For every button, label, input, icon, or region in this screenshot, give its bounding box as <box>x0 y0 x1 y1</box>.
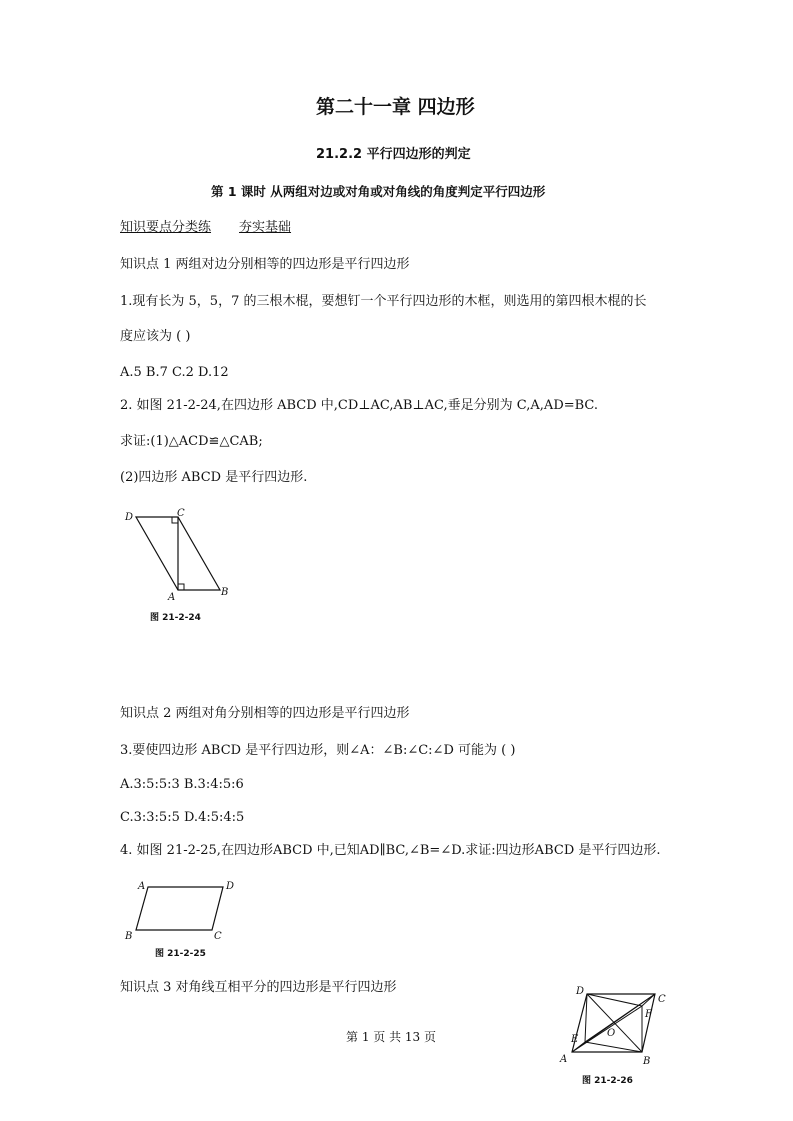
label-b: B <box>125 931 133 942</box>
label-a: A <box>560 1054 568 1065</box>
label-f: F <box>645 1009 652 1020</box>
knowledge-point-1: 知识点 1 两组对边分别相等的四边形是平行四边形 <box>120 257 410 272</box>
page-footer: 第 1 页 共 13 页 <box>346 1030 436 1044</box>
label-b: B <box>643 1056 651 1067</box>
q2-line2: 求证:(1)△ACD≌△CAB; <box>120 434 263 449</box>
figure-caption: 图 21-2-26 <box>582 1076 633 1086</box>
label-d: D <box>226 881 235 892</box>
label-e: E <box>571 1034 579 1045</box>
q1-line1: 1.现有长为 5，5，7 的三根木棍，要想钉一个平行四边形的木框，则选用的第四根木棍的长 <box>120 294 647 309</box>
label-a: A <box>168 592 176 603</box>
label-d: D <box>576 986 585 997</box>
q3-options-2: C.3:3:5:5 D.4:5:4:5 <box>120 810 245 825</box>
q1-line2: 度应该为 ( ) <box>120 329 191 344</box>
lesson-title: 第 1 课时 从两组对边或对角或对角线的角度判定平行四边形 <box>211 184 546 199</box>
section-title: 21.2.2 平行四边形的判定 <box>316 147 471 162</box>
right-angle-mark-a <box>178 584 184 590</box>
category-left: 知识要点分类练 <box>120 220 212 235</box>
category-right: 夯实基础 <box>239 220 292 235</box>
segment-df <box>587 994 642 1006</box>
q3-line1: 3.要使四边形 ABCD 是平行四边形，则∠A：∠B:∠C:∠D 可能为 ( ) <box>120 743 516 758</box>
q3-options-1: A.3:5:5:3 B.3:4:5:6 <box>120 777 244 792</box>
knowledge-point-2: 知识点 2 两组对角分别相等的四边形是平行四边形 <box>120 706 410 721</box>
figure-caption: 图 21-2-24 <box>150 613 201 623</box>
category-heading <box>120 220 291 236</box>
figure-caption: 图 21-2-25 <box>155 949 206 959</box>
label-c: C <box>177 508 185 519</box>
label-c: C <box>658 994 666 1005</box>
q2-line1: 2. 如图 21-2-24,在四边形 ABCD 中,CD⊥AC,AB⊥AC,垂足分别为 C,A,AD=BC. <box>120 398 599 413</box>
chapter-title: 第二十一章 四边形 <box>316 96 475 118</box>
q2-line3: (2)四边形 ABCD 是平行四边形. <box>120 470 308 485</box>
q1-options: A.5 B.7 C.2 D.12 <box>120 365 229 380</box>
figure-21-2-26 <box>550 980 680 1090</box>
figure-21-2-24 <box>118 500 243 630</box>
label-o: O <box>607 1028 616 1039</box>
q4-line1: 4. 如图 21-2-25,在四边形ABCD 中,已知AD∥BC,∠B=∠D.求证:四边形ABCD 是平行四边形. <box>120 843 661 858</box>
label-a: A <box>138 881 146 892</box>
label-c: C <box>214 931 222 942</box>
figure-21-2-25 <box>118 872 248 962</box>
parallelogram-abcd <box>136 887 223 930</box>
label-d: D <box>125 512 134 523</box>
label-b: B <box>221 587 229 598</box>
knowledge-point-3: 知识点 3 对角线互相平分的四边形是平行四边形 <box>120 980 397 995</box>
